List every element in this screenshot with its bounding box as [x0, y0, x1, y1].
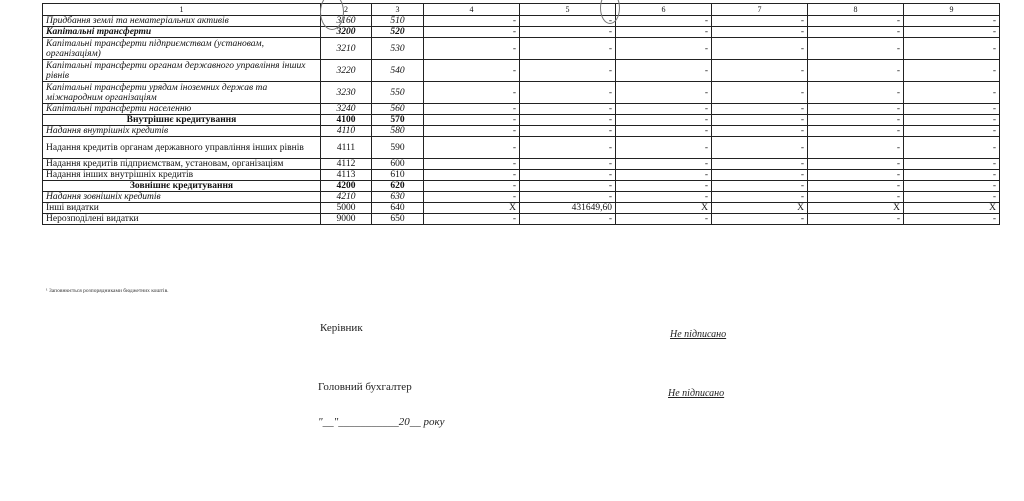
value-cell-7: - — [712, 159, 808, 170]
value-cell-7: - — [712, 181, 808, 192]
value-cell-5: - — [520, 214, 616, 225]
table-row — [43, 170, 1000, 181]
value-cell-5: - — [520, 60, 616, 82]
table-row — [43, 38, 1000, 60]
table-body — [43, 16, 1000, 225]
value-cell-5: - — [520, 104, 616, 115]
value-cell-9: - — [904, 104, 1000, 115]
value-cell-7: - — [712, 170, 808, 181]
value-cell-8: - — [808, 60, 904, 82]
value-cell-6: - — [616, 16, 712, 27]
value-cell-7: - — [712, 104, 808, 115]
value-cell-8: - — [808, 170, 904, 181]
value-cell-6: - — [616, 170, 712, 181]
value-cell-8: - — [808, 38, 904, 60]
value-cell-4: - — [424, 82, 520, 104]
column-header-6: 6 — [616, 4, 712, 16]
value-cell-5: - — [520, 38, 616, 60]
value-cell-7: - — [712, 126, 808, 137]
value-cell-5: - — [520, 181, 616, 192]
value-cell-4: - — [424, 115, 520, 126]
column-header-3: 3 — [372, 4, 424, 16]
line-code: 600 — [372, 159, 424, 170]
kekv-code: 9000 — [321, 214, 372, 225]
value-cell-9: - — [904, 16, 1000, 27]
value-cell-7: - — [712, 115, 808, 126]
value-cell-7: - — [712, 16, 808, 27]
value-cell-9: - — [904, 60, 1000, 82]
row-name: Капітальні трансферти населенню — [43, 104, 321, 115]
value-cell-8: - — [808, 27, 904, 38]
value-cell-7: - — [712, 60, 808, 82]
value-cell-7: - — [712, 38, 808, 60]
value-cell-5: - — [520, 126, 616, 137]
value-cell-4: X — [424, 203, 520, 214]
line-code: 540 — [372, 60, 424, 82]
value-cell-7: - — [712, 192, 808, 203]
chief-accountant-label: Головний бухгалтер — [318, 381, 412, 393]
value-cell-7: X — [712, 203, 808, 214]
table-row — [43, 159, 1000, 170]
value-cell-4: - — [424, 126, 520, 137]
table-row — [43, 137, 1000, 159]
value-cell-9: - — [904, 38, 1000, 60]
kekv-code: 5000 — [321, 203, 372, 214]
line-code: 640 — [372, 203, 424, 214]
column-header-5: 5 — [520, 4, 616, 16]
row-name: Надання зовнішніх кредитів — [43, 192, 321, 203]
line-code: 610 — [372, 170, 424, 181]
row-name: Надання внутрішніх кредитів — [43, 126, 321, 137]
value-cell-6: - — [616, 60, 712, 82]
value-cell-8: - — [808, 192, 904, 203]
line-code: 510 — [372, 16, 424, 27]
table-row — [43, 27, 1000, 38]
row-name: Капітальні трансферти — [43, 27, 321, 38]
table-row — [43, 192, 1000, 203]
kekv-code: 4210 — [321, 192, 372, 203]
row-name: Надання кредитів органам державного управління інших рівнів — [43, 137, 321, 159]
value-cell-8: X — [808, 203, 904, 214]
column-header-8: 8 — [808, 4, 904, 16]
column-header-2: 2 — [321, 4, 372, 16]
value-cell-8: - — [808, 104, 904, 115]
line-code: 530 — [372, 38, 424, 60]
row-name: Придбання землі та нематеріальних активів — [43, 16, 321, 27]
row-name: Капітальні трансферти урядам іноземних держав та міжнародним організаціям — [43, 82, 321, 104]
kekv-code: 4112 — [321, 159, 372, 170]
value-cell-6: - — [616, 159, 712, 170]
expenditure-table — [42, 3, 1000, 225]
value-cell-8: - — [808, 159, 904, 170]
value-cell-5: - — [520, 192, 616, 203]
line-code: 560 — [372, 104, 424, 115]
value-cell-7: - — [712, 214, 808, 225]
line-code: 620 — [372, 181, 424, 192]
row-name: Капітальні трансферти підприємствам (установам, організаціям) — [43, 38, 321, 60]
kekv-code: 3200 — [321, 27, 372, 38]
line-code: 630 — [372, 192, 424, 203]
head-signature-status: Не підписано — [670, 329, 727, 340]
table-row — [43, 104, 1000, 115]
line-code: 570 — [372, 115, 424, 126]
value-cell-7: - — [712, 27, 808, 38]
value-cell-9: - — [904, 181, 1000, 192]
value-cell-4: - — [424, 16, 520, 27]
row-name: Внутрішнє кредитування — [43, 115, 321, 126]
value-cell-9: - — [904, 126, 1000, 137]
line-code: 580 — [372, 126, 424, 137]
value-cell-9: X — [904, 203, 1000, 214]
value-cell-4: - — [424, 181, 520, 192]
row-name: Капітальні трансферти органам державного управління інших рівнів — [43, 60, 321, 82]
date-line: "__"___________20__ року — [318, 416, 445, 428]
row-name: Зовнішнє кредитування — [43, 181, 321, 192]
value-cell-6: X — [616, 203, 712, 214]
column-header-1: 1 — [43, 4, 321, 16]
table-row — [43, 203, 1000, 214]
value-cell-9: - — [904, 82, 1000, 104]
value-cell-6: - — [616, 115, 712, 126]
value-cell-4: - — [424, 137, 520, 159]
value-cell-4: - — [424, 104, 520, 115]
table-row — [43, 126, 1000, 137]
value-cell-4: - — [424, 27, 520, 38]
value-cell-6: - — [616, 214, 712, 225]
row-name: Надання інших внутрішніх кредитів — [43, 170, 321, 181]
value-cell-4: - — [424, 159, 520, 170]
value-cell-8: - — [808, 214, 904, 225]
footnote: ¹ Заповнюється розпорядниками бюджетних коштів. — [46, 288, 169, 294]
value-cell-8: - — [808, 137, 904, 159]
value-cell-5: 431649,60 — [520, 203, 616, 214]
value-cell-7: - — [712, 137, 808, 159]
value-cell-4: - — [424, 38, 520, 60]
value-cell-6: - — [616, 27, 712, 38]
kekv-code: 4200 — [321, 181, 372, 192]
value-cell-6: - — [616, 137, 712, 159]
value-cell-5: - — [520, 16, 616, 27]
value-cell-9: - — [904, 137, 1000, 159]
value-cell-6: - — [616, 38, 712, 60]
kekv-code: 4111 — [321, 137, 372, 159]
column-header-7: 7 — [712, 4, 808, 16]
value-cell-9: - — [904, 214, 1000, 225]
line-code: 550 — [372, 82, 424, 104]
column-header-4: 4 — [424, 4, 520, 16]
value-cell-6: - — [616, 192, 712, 203]
kekv-code: 3230 — [321, 82, 372, 104]
kekv-code: 3240 — [321, 104, 372, 115]
kekv-code: 3220 — [321, 60, 372, 82]
value-cell-9: - — [904, 115, 1000, 126]
value-cell-5: - — [520, 82, 616, 104]
value-cell-8: - — [808, 181, 904, 192]
table-row — [43, 115, 1000, 126]
value-cell-5: - — [520, 27, 616, 38]
table-row — [43, 60, 1000, 82]
line-code: 520 — [372, 27, 424, 38]
value-cell-5: - — [520, 115, 616, 126]
table-row — [43, 82, 1000, 104]
head-label: Керівник — [320, 322, 363, 334]
value-cell-5: - — [520, 137, 616, 159]
value-cell-9: - — [904, 170, 1000, 181]
row-name: Нерозподілені видатки — [43, 214, 321, 225]
kekv-code: 4113 — [321, 170, 372, 181]
kekv-code: 3160 — [321, 16, 372, 27]
chief-accountant-signature-status: Не підписано — [668, 388, 725, 399]
value-cell-6: - — [616, 126, 712, 137]
value-cell-8: - — [808, 126, 904, 137]
value-cell-4: - — [424, 214, 520, 225]
value-cell-5: - — [520, 159, 616, 170]
row-name: Надання кредитів підприємствам, установам, організаціям — [43, 159, 321, 170]
kekv-code: 4110 — [321, 126, 372, 137]
table-row — [43, 16, 1000, 27]
row-name: Інші видатки — [43, 203, 321, 214]
value-cell-4: - — [424, 60, 520, 82]
value-cell-6: - — [616, 82, 712, 104]
value-cell-8: - — [808, 16, 904, 27]
value-cell-9: - — [904, 27, 1000, 38]
value-cell-8: - — [808, 82, 904, 104]
value-cell-9: - — [904, 192, 1000, 203]
table-row — [43, 181, 1000, 192]
value-cell-9: - — [904, 159, 1000, 170]
line-code: 590 — [372, 137, 424, 159]
header-row — [43, 4, 1000, 16]
column-header-9: 9 — [904, 4, 1000, 16]
table-row — [43, 214, 1000, 225]
value-cell-7: - — [712, 82, 808, 104]
value-cell-4: - — [424, 170, 520, 181]
line-code: 650 — [372, 214, 424, 225]
value-cell-5: - — [520, 170, 616, 181]
value-cell-6: - — [616, 181, 712, 192]
value-cell-4: - — [424, 192, 520, 203]
value-cell-8: - — [808, 115, 904, 126]
kekv-code: 4100 — [321, 115, 372, 126]
value-cell-6: - — [616, 104, 712, 115]
kekv-code: 3210 — [321, 38, 372, 60]
